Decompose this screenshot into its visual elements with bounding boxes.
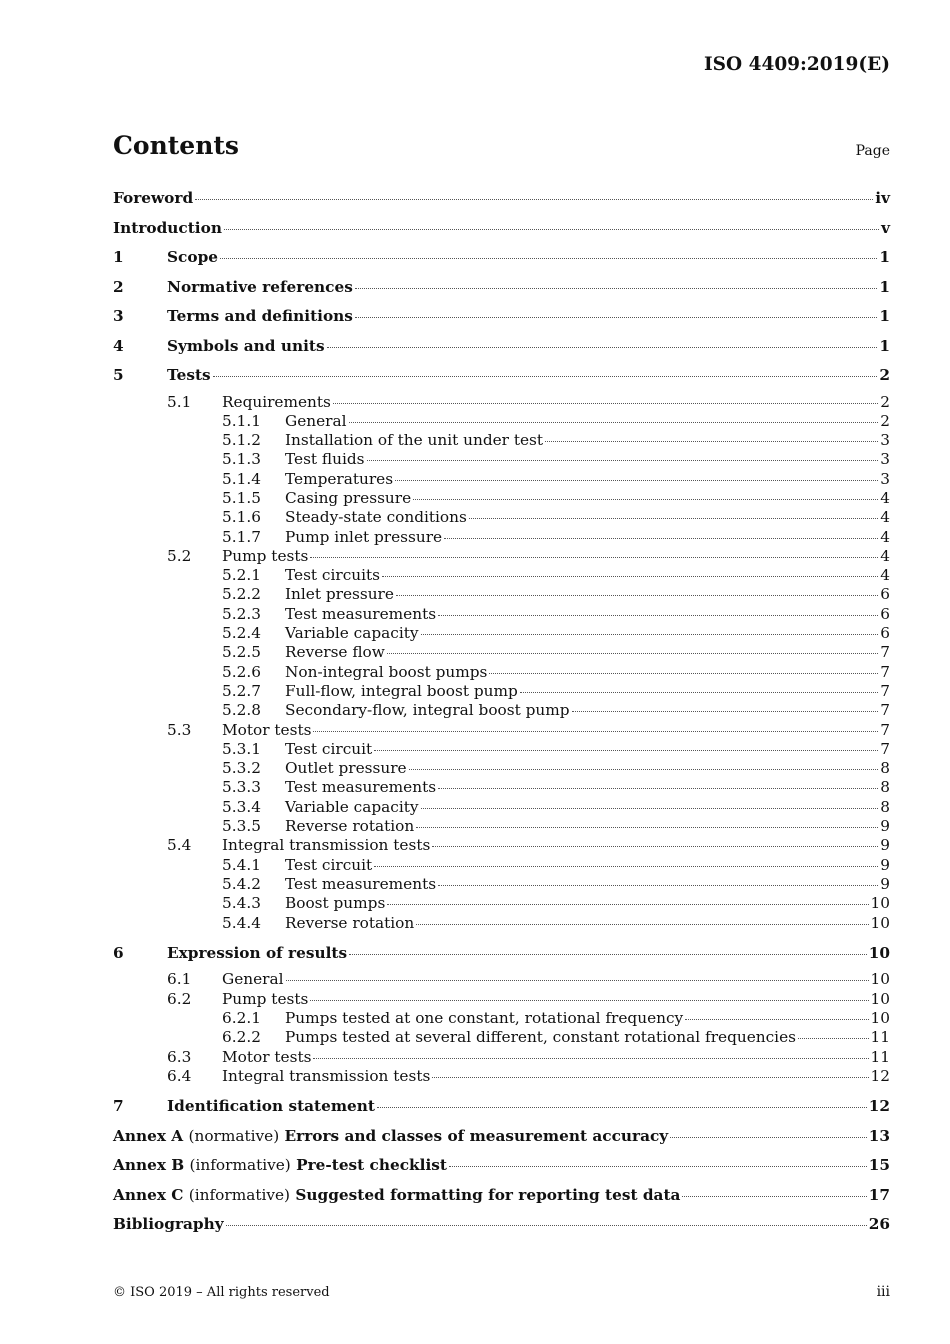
- toc-entry-page: 2: [879, 366, 890, 384]
- toc-entry[interactable]: [113, 566, 890, 585]
- dot-leader: [349, 954, 867, 955]
- toc-entry[interactable]: [113, 275, 890, 305]
- dot-leader: [469, 518, 878, 519]
- toc-entry[interactable]: [113, 1009, 890, 1028]
- toc-entry-page: 8: [880, 759, 890, 778]
- toc-entry[interactable]: [113, 682, 890, 701]
- dot-leader: [489, 673, 878, 674]
- toc-entry-title: Foreword: [113, 189, 194, 207]
- toc-entry[interactable]: [113, 798, 890, 817]
- toc-entry[interactable]: [113, 970, 890, 989]
- toc-entry-number: 5.1.2: [222, 431, 261, 450]
- toc-entry-page: 10: [870, 1008, 890, 1027]
- dot-leader: [670, 1137, 867, 1138]
- dot-leader: [416, 827, 878, 828]
- toc-entry-title: Test measurements: [285, 874, 437, 893]
- annex-title: Suggested formatting for reporting test data: [295, 1185, 681, 1204]
- toc-entry[interactable]: [113, 1124, 890, 1154]
- dot-leader: [438, 615, 878, 616]
- toc-entry-number: 6.3: [167, 1047, 192, 1066]
- toc-entry-title: Pump tests: [222, 546, 309, 565]
- toc-entry-title: Pumps tested at one constant, rotational frequency: [285, 1008, 684, 1027]
- toc-entry[interactable]: [113, 450, 890, 469]
- toc-entry-number: 3: [113, 307, 124, 325]
- toc-entry-page: 4: [880, 546, 890, 565]
- toc-entry[interactable]: [113, 701, 890, 720]
- toc-entry-page: 26: [868, 1215, 890, 1234]
- toc-entry-title: Normative references: [167, 277, 353, 296]
- toc-entry-number: 5.2.5: [222, 643, 261, 662]
- toc-entry[interactable]: [113, 1028, 890, 1047]
- toc-entry[interactable]: [113, 856, 890, 875]
- annex-kind: (normative): [188, 1126, 280, 1145]
- dot-leader: [438, 788, 878, 789]
- toc-entry[interactable]: [113, 186, 890, 216]
- toc-entry-title: Bibliography: [113, 1215, 224, 1234]
- toc-entry-page: 1: [879, 336, 890, 355]
- toc-entry-number: 5.2.1: [222, 566, 261, 585]
- toc-entry[interactable]: [113, 663, 890, 682]
- dot-leader: [313, 1058, 868, 1059]
- toc-entry-page: 7: [880, 681, 890, 700]
- dot-leader: [685, 1019, 868, 1020]
- dot-leader: [572, 711, 879, 712]
- toc-entry-number: 5.1.5: [222, 488, 261, 507]
- toc-entry-page: 9: [880, 817, 890, 836]
- toc-entry-title: Secondary-flow, integral boost pump: [285, 701, 570, 720]
- toc-entry-page: 6: [880, 604, 890, 623]
- toc-entry-title: Steady-state conditions: [285, 508, 467, 527]
- toc-entry-title: Expression of results: [167, 943, 348, 962]
- toc-entry-page: 10: [870, 989, 890, 1008]
- toc-entry-number: 5.1.7: [222, 527, 261, 546]
- toc-entry-number: 5.1.4: [222, 469, 261, 488]
- toc-entry-number: 5.1.1: [222, 411, 261, 430]
- toc-entry[interactable]: [113, 1094, 890, 1124]
- toc-entry[interactable]: [113, 470, 890, 489]
- dot-leader: [416, 924, 868, 925]
- toc-entry-title: Motor tests: [222, 720, 312, 739]
- dot-leader: [682, 1196, 866, 1197]
- toc-entry[interactable]: [113, 304, 890, 334]
- copyright-notice: © ISO 2019 – All rights reserved: [113, 1285, 330, 1300]
- toc-entry-number: 6.2.1: [222, 1008, 261, 1027]
- toc-entry-page: 7: [880, 662, 890, 681]
- toc-entry-title: Pump inlet pressure: [285, 527, 443, 546]
- toc-entry[interactable]: [113, 412, 890, 431]
- toc-entry[interactable]: [113, 334, 890, 364]
- toc-entry[interactable]: [113, 740, 890, 759]
- toc-entry-page: 8: [880, 797, 890, 816]
- toc-entry-page: 17: [868, 1185, 890, 1204]
- toc-entry-title: Motor tests: [222, 1047, 312, 1066]
- toc-entry-title: [113, 1184, 680, 1206]
- toc-entry-number: 6.1: [167, 970, 192, 989]
- toc-entry-number: 5.3.5: [222, 817, 261, 836]
- dot-leader: [313, 731, 878, 732]
- toc-entry-page: 11: [870, 1047, 890, 1066]
- toc-entry-title: Introduction: [113, 218, 222, 237]
- toc-entry-number: 1: [113, 248, 124, 266]
- toc-entry[interactable]: [113, 1212, 890, 1242]
- page-column-label: Page: [855, 143, 890, 159]
- toc-entry-title: Test measurements: [285, 604, 437, 623]
- toc-entry-number: 4: [113, 336, 124, 355]
- toc-entry-title: Pumps tested at several different, constant rotational frequencies: [285, 1028, 796, 1047]
- toc-entry-number: 6: [113, 943, 124, 962]
- dot-leader: [449, 1166, 867, 1167]
- toc-entry-page: 4: [880, 488, 890, 507]
- dot-leader: [387, 653, 878, 654]
- dot-leader: [355, 317, 877, 318]
- dot-leader: [310, 1000, 868, 1001]
- toc-entry-title: Terms and definitions: [167, 307, 353, 325]
- dot-leader: [377, 1107, 867, 1108]
- annex-title: Pre-test checklist: [296, 1156, 447, 1175]
- toc-entry[interactable]: [113, 528, 890, 547]
- toc-entry[interactable]: [113, 489, 890, 508]
- toc-entry[interactable]: [113, 1067, 890, 1086]
- toc-entry-page: 10: [870, 913, 890, 932]
- annex-kind: (informative): [188, 1185, 291, 1204]
- dot-leader: [333, 403, 878, 404]
- toc-entry-title: Boost pumps: [285, 894, 386, 913]
- dot-leader: [432, 1077, 868, 1078]
- toc-entry[interactable]: [113, 508, 890, 527]
- toc-entry-page: 2: [880, 411, 890, 430]
- toc-entry-page: 6: [880, 624, 890, 643]
- dot-leader: [195, 199, 873, 200]
- toc-entry-number: 5.3.4: [222, 797, 261, 816]
- toc-entry-title: Integral transmission tests: [222, 1066, 431, 1085]
- dot-leader: [349, 422, 879, 423]
- toc-entry-title: Test fluids: [285, 450, 365, 469]
- toc-entry[interactable]: [113, 836, 890, 855]
- toc-entry[interactable]: [113, 914, 890, 933]
- dot-leader: [545, 441, 878, 442]
- toc-entry[interactable]: [113, 990, 890, 1009]
- toc-entry-page: 9: [880, 855, 890, 874]
- toc-entry-page: 9: [880, 836, 890, 855]
- toc-entry-number: 5.4: [167, 836, 192, 855]
- toc-entry-page: 11: [870, 1028, 890, 1047]
- toc-entry-number: 5.2.7: [222, 681, 261, 700]
- toc-entry-number: 5.2.4: [222, 624, 261, 643]
- toc-entry[interactable]: [113, 245, 890, 275]
- toc-entry[interactable]: [113, 721, 890, 740]
- toc-entry-number: 5: [113, 366, 124, 384]
- toc-entry-page: v: [881, 218, 890, 237]
- toc-entry[interactable]: [113, 605, 890, 624]
- toc-entry-title: Pump tests: [222, 989, 309, 1008]
- toc-entry-page: 2: [880, 392, 890, 411]
- toc-entry-page: 4: [880, 566, 890, 585]
- toc-entry-page: 6: [880, 585, 890, 604]
- toc-entry-title: [113, 1154, 447, 1176]
- toc-entry[interactable]: [113, 393, 890, 412]
- toc-entry-page: 13: [868, 1126, 890, 1145]
- toc-entry-page: 10: [870, 894, 890, 913]
- toc-entry-title: Requirements: [222, 392, 331, 411]
- toc-entry-page: 10: [868, 943, 890, 962]
- dot-leader: [367, 460, 879, 461]
- toc-entry-number: 5.2.6: [222, 662, 261, 681]
- toc-entry-page: 8: [880, 778, 890, 797]
- dot-leader: [374, 866, 878, 867]
- toc-entry-number: 6.4: [167, 1066, 192, 1085]
- toc-entry-title: Installation of the unit under test: [285, 431, 544, 450]
- toc-entry-title: Scope: [167, 248, 218, 266]
- toc-entry-number: 5.3.3: [222, 778, 261, 797]
- toc-entry-number: 5.3.1: [222, 739, 261, 758]
- annex-title: Errors and classes of measurement accuracy: [284, 1126, 669, 1145]
- toc-entry-page: 9: [880, 874, 890, 893]
- dot-leader: [286, 980, 869, 981]
- toc-entry-page: 10: [870, 970, 890, 989]
- dot-leader: [387, 904, 868, 905]
- toc-entry-page: 7: [880, 720, 890, 739]
- toc-entry-page: 4: [880, 508, 890, 527]
- dot-leader: [374, 750, 878, 751]
- toc-entry-title: [113, 1125, 668, 1147]
- dot-leader: [382, 576, 878, 577]
- toc-entry-title: Reverse rotation: [285, 817, 415, 836]
- dot-leader: [226, 1225, 867, 1226]
- toc-entry-title: Variable capacity: [285, 797, 419, 816]
- toc-entry-title: Casing pressure: [285, 488, 412, 507]
- toc-entry-title: Inlet pressure: [285, 585, 394, 604]
- annex-prefix: Annex C: [113, 1185, 184, 1204]
- toc-entry[interactable]: [113, 1153, 890, 1183]
- dot-leader: [327, 347, 878, 348]
- dot-leader: [413, 499, 878, 500]
- toc-entry-number: 2: [113, 277, 124, 296]
- dot-leader: [395, 480, 878, 481]
- dot-leader: [396, 595, 878, 596]
- page-number: iii: [876, 1284, 890, 1300]
- toc-entry-title: Integral transmission tests: [222, 836, 431, 855]
- toc-entry[interactable]: [113, 643, 890, 662]
- dot-leader: [798, 1038, 869, 1039]
- toc-entry-number: 5.4.4: [222, 913, 261, 932]
- dot-leader: [213, 376, 878, 377]
- toc-entry-page: 1: [879, 248, 890, 266]
- toc-entry[interactable]: [113, 1183, 890, 1213]
- toc-entry[interactable]: [113, 894, 890, 913]
- dot-leader: [444, 538, 878, 539]
- toc-entry[interactable]: [113, 585, 890, 604]
- toc-entry-number: 5.2.2: [222, 585, 261, 604]
- dot-leader: [310, 557, 878, 558]
- toc-entry-number: 5.1.3: [222, 450, 261, 469]
- toc-entry-page: 3: [880, 469, 890, 488]
- toc-entry-page: 7: [880, 701, 890, 720]
- dot-leader: [355, 288, 878, 289]
- toc-entry-page: 7: [880, 739, 890, 758]
- toc-entry-page: 3: [880, 450, 890, 469]
- toc-entry-title: Test measurements: [285, 778, 437, 797]
- toc-entry-number: 5.4.1: [222, 855, 261, 874]
- toc-entry-number: 5.2: [167, 546, 192, 565]
- toc-entry[interactable]: [113, 363, 890, 393]
- toc-entry[interactable]: [113, 778, 890, 797]
- toc-entry-title: Full-flow, integral boost pump: [285, 681, 518, 700]
- dot-leader: [421, 634, 879, 635]
- toc-entry[interactable]: [113, 759, 890, 778]
- dot-leader: [520, 692, 878, 693]
- toc-entry-page: iv: [875, 189, 890, 207]
- toc-entry-title: General: [222, 970, 284, 989]
- toc-entry-title: Test circuit: [285, 739, 373, 758]
- toc-entry-title: Identification statement: [167, 1097, 375, 1116]
- toc-entry-page: 1: [879, 307, 890, 325]
- dot-leader: [432, 846, 878, 847]
- toc-entry[interactable]: [113, 817, 890, 836]
- dot-leader: [421, 808, 879, 809]
- toc-entry[interactable]: [113, 216, 890, 246]
- toc-entry-page: 15: [868, 1156, 890, 1175]
- toc-entry-title: Symbols and units: [167, 336, 325, 355]
- toc-entry-title: Tests: [167, 366, 211, 384]
- toc-entry-number: 6.2: [167, 989, 192, 1008]
- toc-entry[interactable]: [113, 431, 890, 450]
- toc-entry-number: 5.2.3: [222, 604, 261, 623]
- toc-entry-title: Reverse rotation: [285, 913, 415, 932]
- table-of-contents: [113, 186, 890, 1242]
- toc-entry-number: 5.3.2: [222, 759, 261, 778]
- toc-entry[interactable]: [113, 624, 890, 643]
- annex-prefix: Annex B: [113, 1156, 185, 1175]
- toc-entry[interactable]: [113, 941, 890, 971]
- dot-leader: [220, 258, 877, 259]
- toc-entry-title: Test circuits: [285, 566, 381, 585]
- toc-entry-title: Temperatures: [285, 469, 394, 488]
- dot-leader: [224, 229, 879, 230]
- toc-entry-title: Outlet pressure: [285, 759, 407, 778]
- toc-entry[interactable]: [113, 1048, 890, 1067]
- toc-entry-number: 5.3: [167, 720, 192, 739]
- toc-entry-title: General: [285, 411, 347, 430]
- toc-entry-page: 7: [880, 643, 890, 662]
- annex-kind: (informative): [189, 1156, 291, 1175]
- toc-entry-number: 5.4.2: [222, 874, 261, 893]
- toc-entry-number: 5.2.8: [222, 701, 261, 720]
- toc-entry-number: 6.2.2: [222, 1028, 261, 1047]
- annex-prefix: Annex A: [113, 1126, 184, 1145]
- toc-entry-page: 4: [880, 527, 890, 546]
- toc-entry-page: 1: [879, 277, 890, 296]
- toc-entry-number: 7: [113, 1097, 124, 1116]
- page-title: Contents: [113, 131, 240, 160]
- toc-entry[interactable]: [113, 875, 890, 894]
- toc-entry-number: 5.4.3: [222, 894, 261, 913]
- toc-entry-number: 5.1: [167, 392, 192, 411]
- document-id: ISO 4409:2019(E): [704, 54, 890, 75]
- toc-entry[interactable]: [113, 547, 890, 566]
- dot-leader: [438, 885, 878, 886]
- toc-entry-page: 12: [868, 1097, 890, 1116]
- toc-entry-title: Reverse flow: [285, 643, 385, 662]
- toc-entry-page: 12: [870, 1066, 890, 1085]
- toc-entry-number: 5.1.6: [222, 508, 261, 527]
- toc-entry-title: Non-integral boost pumps: [285, 662, 488, 681]
- dot-leader: [409, 769, 879, 770]
- toc-entry-page: 3: [880, 431, 890, 450]
- toc-entry-title: Variable capacity: [285, 624, 419, 643]
- toc-entry-title: Test circuit: [285, 855, 373, 874]
